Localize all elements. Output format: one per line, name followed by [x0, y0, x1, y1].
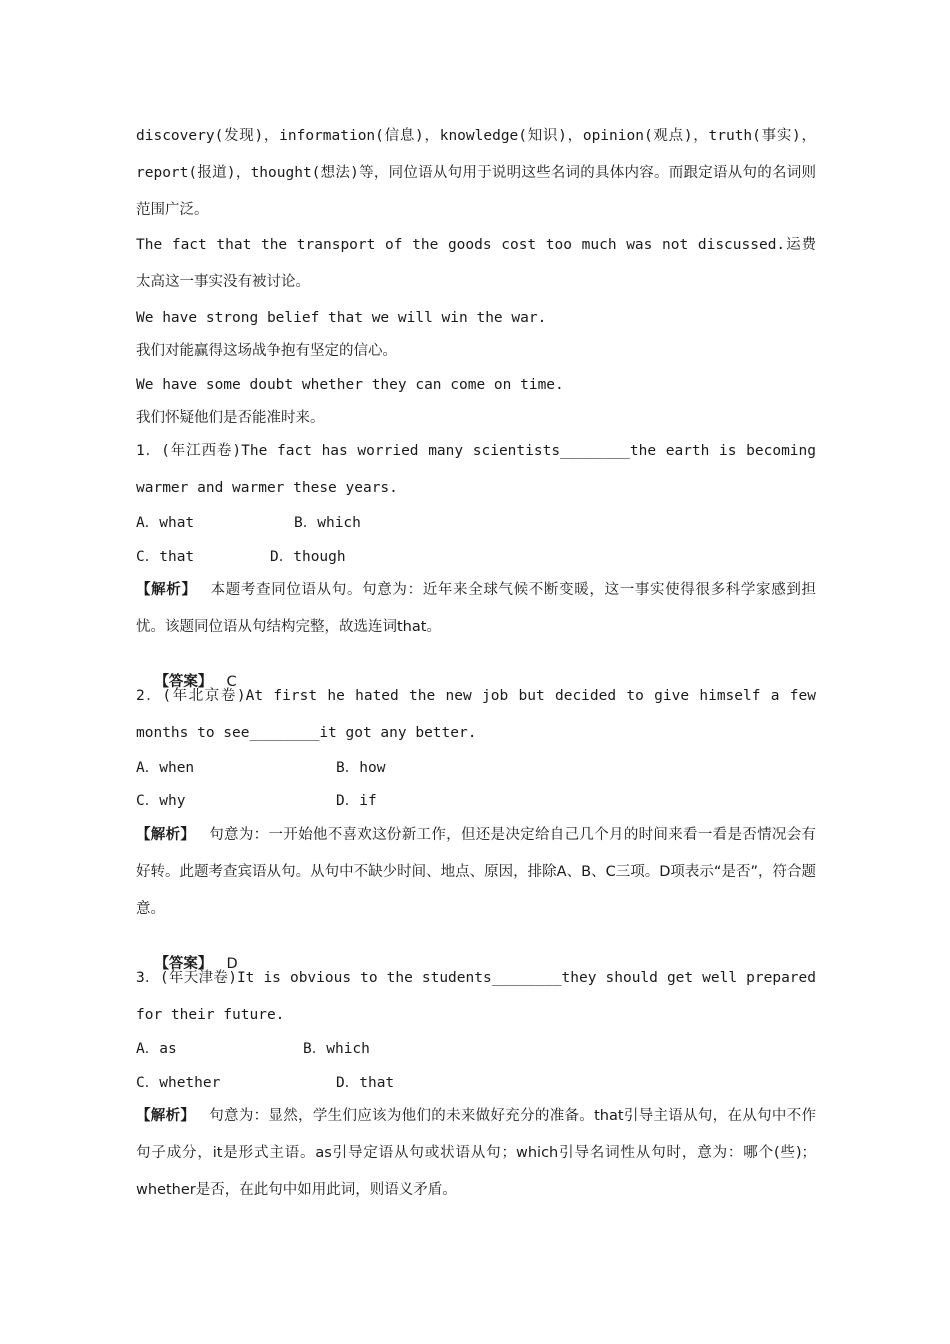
question-1-option-a: A．what: [136, 515, 195, 531]
question-2-option-c: C．why: [136, 793, 186, 809]
question-2-analysis: [136, 817, 816, 928]
question-3-option-a: A．as: [136, 1041, 177, 1057]
intro-paragraph: discovery(发现)，information(信息)，knowledge(知识)，opinion(观点)，truth(事实)，report(报道)，thought(想法)等，同位语从句用于说明这些名词的具体内容。而跟定语从句的名词则范围广泛。: [136, 128, 816, 218]
analysis-text: 句意为：一开始他不喜欢这份新工作，但还是决定给自己几个月的时间来看一看是否情况会有好转。此题考查宾语从句。从句中不缺少时间、地点、原因，排除A、B、C三项。D项表示“是否”，符合题意。: [136, 827, 817, 917]
example-sentence-2-cn: 我们对能赢得这场战争抱有坚定的信心。: [136, 343, 397, 359]
question-1-stem: 1．(年江西卷)The fact has worried many scientists________the earth is becoming warmer and warmer these years.: [136, 443, 816, 496]
question-3-analysis: [136, 1098, 816, 1209]
question-1-option-c: C．that: [136, 549, 195, 565]
question-2-option-b: B．how: [336, 760, 386, 776]
question-3-option-c: C．whether: [136, 1075, 221, 1091]
example-sentence-1: The fact that the transport of the goods cost too much was not discussed.运费太高这一事实没有被讨论。: [136, 237, 816, 290]
example-sentence-3-cn: 我们怀疑他们是否能准时来。: [136, 410, 325, 426]
question-1-option-d: D．though: [270, 549, 346, 565]
question-3-option-d: D．that: [336, 1075, 395, 1091]
question-3-stem: 3．(年天津卷)It is obvious to the students________they should get well prepared for their future.: [136, 970, 816, 1023]
analysis-text: 本题考查同位语从句。句意为：近年来全球气候不断变暖，这一事实使得很多科学家感到担忧。该题同位语从句结构完整，故选连词that。: [136, 582, 817, 635]
answer-value: C: [226, 674, 237, 690]
question-2-option-d: D．if: [336, 793, 377, 809]
analysis-label: 【解析】: [136, 827, 196, 843]
answer-value: D: [226, 956, 238, 972]
example-sentence-3-en: We have some doubt whether they can come on time.: [136, 377, 564, 393]
answer-label: 【答案】: [154, 674, 213, 690]
answer-label: 【答案】: [154, 956, 213, 972]
analysis-text: 句意为：显然，学生们应该为他们的未来做好充分的准备。that引导主语从句，在从句中不作句子成分，it是形式主语。as引导定语从句或状语从句；which引导名词性从句时，意为：哪个(些)；whether是否，在此句中如用此词，则语义矛盾。: [136, 1108, 816, 1198]
example-sentence-2-en: We have strong belief that we will win the war.: [136, 310, 547, 326]
question-1-option-b: B．which: [294, 515, 361, 531]
question-1-analysis: [136, 572, 816, 646]
analysis-label: 【解析】: [136, 1108, 196, 1124]
question-3-option-b: B．which: [303, 1041, 370, 1057]
question-2-option-a: A．when: [136, 760, 195, 776]
question-2-stem: 2．(年北京卷)At first he hated the new job but decided to give himself a few months to see________it got any better.: [136, 688, 816, 741]
analysis-label: 【解析】: [136, 582, 197, 598]
